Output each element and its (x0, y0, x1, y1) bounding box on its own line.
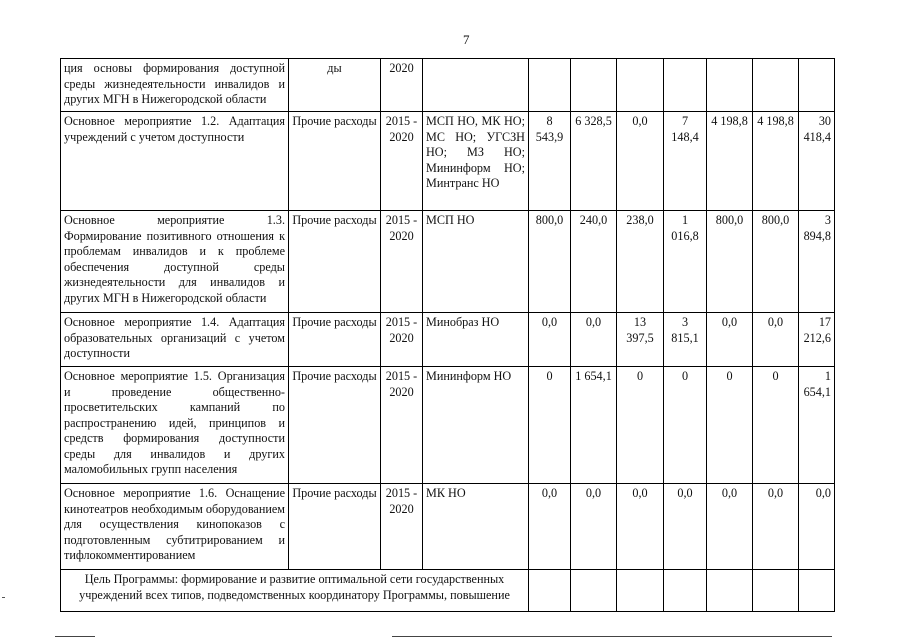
period: 2015 - 2020 (381, 313, 423, 367)
activity-name: Основное мероприятие 1.3. Формирование позитивного отношения к проблемам инвалидов и к проблеме обеспечения доступной среды жизнедеятельности для инвалидов и других МГН в Нижегородской области (61, 211, 289, 313)
value-2020 (753, 59, 799, 112)
funding-source: Прочие расходы (289, 313, 381, 367)
value-2017: 0,0 (617, 112, 664, 211)
funding-source: Прочие расходы (289, 367, 381, 484)
funding-source: Прочие расходы (289, 211, 381, 313)
program-goal-text: Цель Программы: формирование и развитие оптимальной сети государственных учреждений всех типов, подведомственных координатору Программы, повышение (61, 570, 529, 612)
value-2015 (529, 59, 571, 112)
goal-empty-cell (664, 570, 707, 612)
goal-empty-cell (753, 570, 799, 612)
value-2016: 0,0 (571, 313, 617, 367)
value-total: 30 418,4 (799, 112, 835, 211)
value-2017 (617, 59, 664, 112)
goal-empty-cell (571, 570, 617, 612)
value-2017: 0,0 (617, 484, 664, 570)
table-row (61, 211, 835, 313)
value-2016: 1 654,1 (571, 367, 617, 484)
value-2018 (664, 59, 707, 112)
page-number: 7 (463, 32, 470, 47)
edge-mark (2, 597, 5, 598)
value-2015: 0 (529, 367, 571, 484)
value-2019: 0,0 (707, 484, 753, 570)
executor: Мининформ НО (423, 367, 529, 484)
period: 2015 - 2020 (381, 484, 423, 570)
value-2019: 0,0 (707, 313, 753, 367)
value-2018: 0,0 (664, 484, 707, 570)
executor: МСП НО, МК НО; МС НО; УГСЗН НО; МЗ НО; Мининформ НО; Минтранс НО (423, 112, 529, 211)
value-2016: 240,0 (571, 211, 617, 313)
period: 2015 - 2020 (381, 211, 423, 313)
goal-row (61, 570, 835, 612)
value-total: 17 212,6 (799, 313, 835, 367)
value-2020: 4 198,8 (753, 112, 799, 211)
value-2020: 0 (753, 367, 799, 484)
value-2016 (571, 59, 617, 112)
page-bottom-rule-right (392, 636, 832, 637)
value-2019: 800,0 (707, 211, 753, 313)
table-row (61, 59, 835, 112)
goal-empty-cell (707, 570, 753, 612)
value-2015: 800,0 (529, 211, 571, 313)
activity-name: Основное мероприятие 1.5. Организация и проведение общественно-просветительских кампаний по распространению идей, принципов и средств формирования доступности среды для инвалидов и других маломобильных групп населения (61, 367, 289, 484)
funding-source: ды (289, 59, 381, 112)
value-2018: 1 016,8 (664, 211, 707, 313)
table-row (61, 313, 835, 367)
program-table (60, 58, 835, 612)
value-2015: 0,0 (529, 313, 571, 367)
table-row (61, 112, 835, 211)
funding-source: Прочие расходы (289, 112, 381, 211)
funding-source: Прочие расходы (289, 484, 381, 570)
value-2018: 3 815,1 (664, 313, 707, 367)
table-row (61, 484, 835, 570)
activity-name: Основное мероприятие 1.6. Оснащение кинотеатров необходимым оборудованием для осуществления кинопоказов с подготовленным субтитрированием и тифлокомментированием (61, 484, 289, 570)
value-2016: 0,0 (571, 484, 617, 570)
value-total: 0,0 (799, 484, 835, 570)
table-row (61, 367, 835, 484)
value-2018: 7 148,4 (664, 112, 707, 211)
executor: Минобраз НО (423, 313, 529, 367)
period: 2020 (381, 59, 423, 112)
value-2019: 4 198,8 (707, 112, 753, 211)
activity-name: Основное мероприятие 1.2. Адаптация учреждений с учетом доступности (61, 112, 289, 211)
executor: МК НО (423, 484, 529, 570)
executor (423, 59, 529, 112)
period: 2015 - 2020 (381, 367, 423, 484)
value-2020: 0,0 (753, 313, 799, 367)
value-2015: 8 543,9 (529, 112, 571, 211)
value-2017: 238,0 (617, 211, 664, 313)
value-2019 (707, 59, 753, 112)
period: 2015 - 2020 (381, 112, 423, 211)
value-2017: 13 397,5 (617, 313, 664, 367)
value-2017: 0 (617, 367, 664, 484)
executor: МСП НО (423, 211, 529, 313)
value-2016: 6 328,5 (571, 112, 617, 211)
value-2019: 0 (707, 367, 753, 484)
goal-empty-cell (617, 570, 664, 612)
activity-name: ция основы формирования доступной среды жизнедеятельности инвалидов и других МГН в Нижегородской области (61, 59, 289, 112)
value-total (799, 59, 835, 112)
page-bottom-rule-left (55, 636, 95, 637)
activity-name: Основное мероприятие 1.4. Адаптация образовательных организаций с учетом доступности (61, 313, 289, 367)
value-2018: 0 (664, 367, 707, 484)
goal-empty-cell (529, 570, 571, 612)
value-2020: 0,0 (753, 484, 799, 570)
value-2020: 800,0 (753, 211, 799, 313)
value-total: 1 654,1 (799, 367, 835, 484)
goal-empty-cell (799, 570, 835, 612)
value-total: 3 894,8 (799, 211, 835, 313)
value-2015: 0,0 (529, 484, 571, 570)
